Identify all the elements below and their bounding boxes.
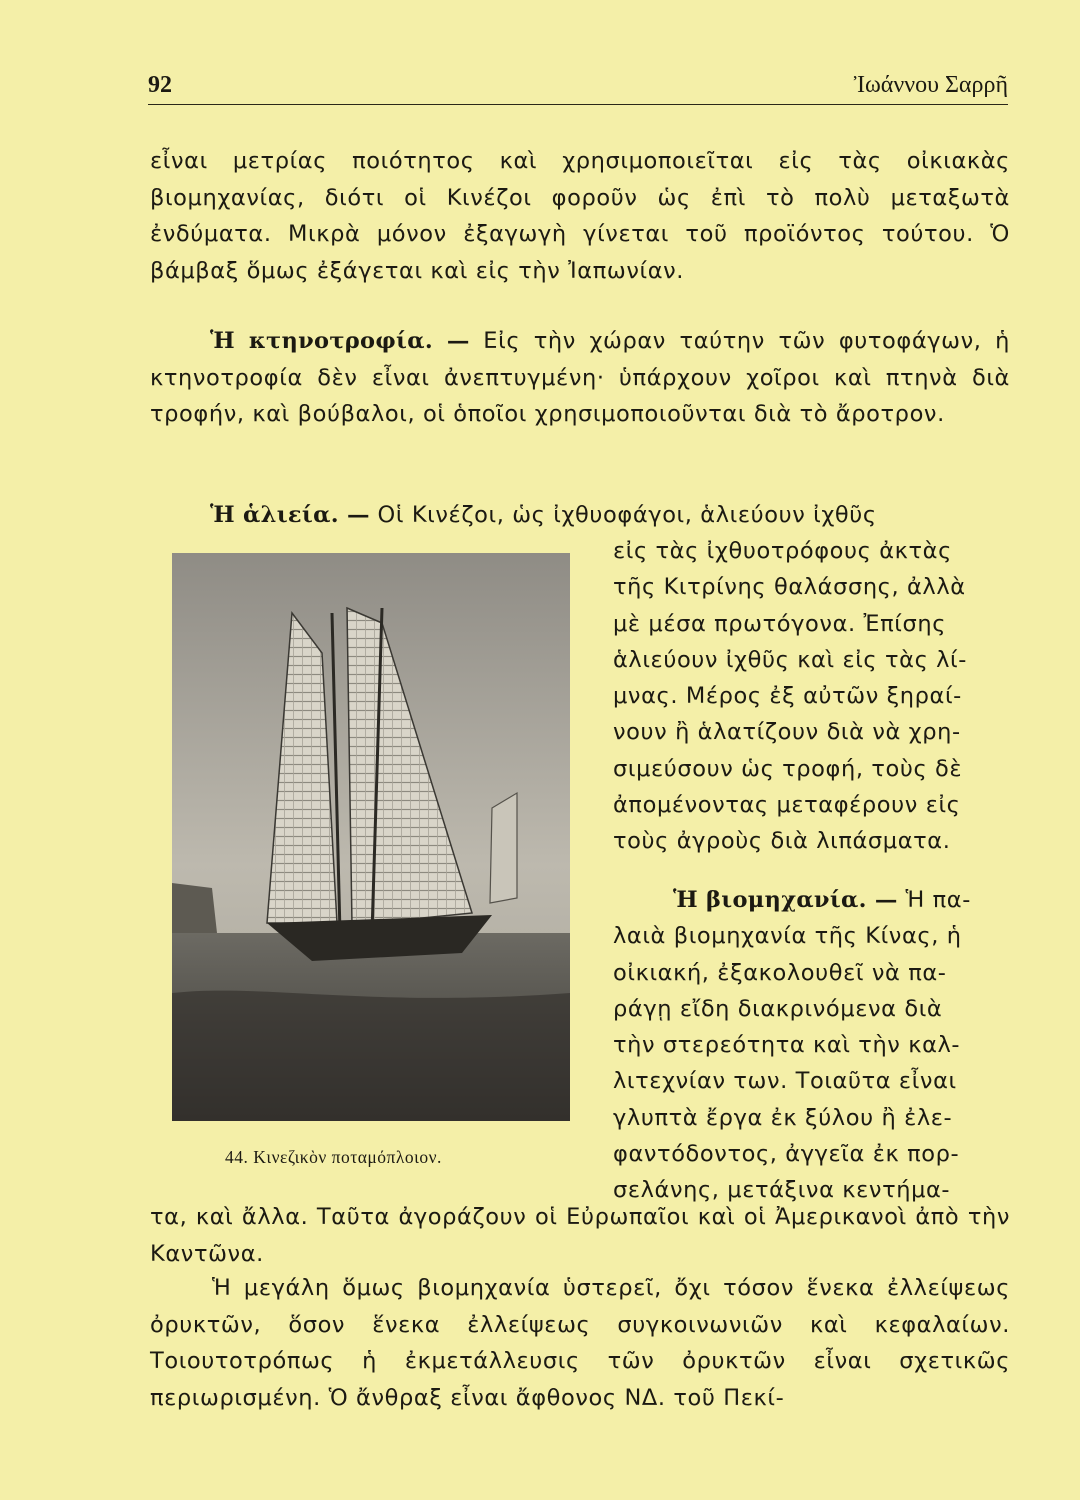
page-header [148, 70, 1008, 105]
industry-line: ράγῃ εἴδη διακρινόμενα διὰ [613, 995, 943, 1022]
river-boat-illustration [172, 553, 570, 1121]
fishing-line: μὲ μέσα πρωτόγονα. Ἐπίσης [613, 610, 946, 637]
industry-heading: Ἡ βιομηχανία. — [673, 887, 898, 913]
fishing-first-line [150, 497, 1010, 534]
industry-line: οἰκιακή, ἐξακολουθεῖ νὰ πα- [613, 959, 947, 986]
industry-line: φαντόδοντος, ἀγγεῖα ἐκ πορ- [613, 1141, 960, 1168]
industry-line: γλυπτὰ ἔργα ἐκ ξύλου ἢ ἐλε- [613, 1104, 953, 1131]
fishing-heading: Ἡ ἁλιεία. — [210, 502, 370, 528]
livestock-paragraph [150, 323, 1010, 433]
industry-line: σελάνης, μετάξινα κεντήμα- [613, 1177, 951, 1204]
industry-first-line [613, 882, 1010, 918]
fishing-line: μνας. Μέρος ἐξ αὐτῶν ξηραί- [613, 683, 962, 710]
livestock-text: Εἰς τὴν χώραν ταύτην τῶν φυτοφάγων, ἡ κτηνοτροφία δὲν εἶναι ἀνεπτυγμένη· ὑπάρχουν χοῖροι καὶ πτηνὰ διὰ τροφήν, καὶ βούβαλοι, οἱ ὁποῖοι χρησιμοποιοῦνται διὰ τὸ ἄροτρον. [150, 328, 1010, 427]
fishing-line: σιμεύσουν ὡς τροφή, τοὺς δὲ [613, 755, 963, 782]
industry-line: τὴν στερεότητα καὶ τὴν καλ- [613, 1032, 961, 1059]
industry-column [613, 882, 1010, 1209]
industry-continuation: τα, καὶ ἄλλα. Ταῦτα ἀγοράζουν οἱ Εὐρωπαῖοι καὶ οἱ Ἀμερικανοὶ ἀπὸ τὴν Καντῶνα. [150, 1204, 1010, 1267]
fishing-line: τῆς Κιτρίνης θαλάσσης, ἀλλὰ [613, 574, 966, 601]
intro-paragraph: εἶναι μετρίας ποιότητος καὶ χρησιμοποιεῖται εἰς τὰς οἰκιακὰς βιομηχανίας, διότι οἱ Κινέζοι φοροῦν ὡς ἐπὶ τὸ πολὺ μεταξωτὰ ἐνδύματα. Μικρὰ μόνον ἐξαγωγὴ γίνεται τοῦ προϊόντος τούτου. Ὁ βάμβαξ ὅμως ἐξάγεται καὶ εἰς τὴν Ἰαπωνίαν. [150, 148, 1010, 284]
fishing-line: τοὺς ἀγροὺς διὰ λιπάσματα. [613, 828, 951, 855]
fishing-line: ἁλιεύουν ἰχθῦς καὶ εἰς τὰς λί- [613, 646, 967, 673]
figure-caption: 44. Κινεζικὸν ποταμόπλοιον. [225, 1147, 442, 1167]
fishing-line: νουν ἢ ἁλατίζουν διὰ νὰ χρη- [613, 719, 961, 746]
industry-line: λιτεχνίαν των. Τοιαῦτα εἶναι [613, 1068, 957, 1095]
industry-line: λαιὰ βιομηχανία τῆς Κίνας, ἡ [613, 923, 962, 950]
fishing-first-text: Οἱ Κινέζοι, ὡς ἰχθυοφάγοι, ἁλιεύουν ἰχθῦς [377, 502, 877, 528]
heavy-industry-paragraph: Ἡ μεγάλη ὅμως βιομηχανία ὑστερεῖ, ὄχι τόσον ἕνεκα ἐλλείψεως ὀρυκτῶν, ὅσον ἕνεκα ἐλλείψεως συγκοινωνιῶν καὶ κεφαλαίων. Τοιουτοτρόπως ἡ ἐκμετάλλευσις τῶν ὀρυκτῶν εἶναι σχετικῶς περιωρισμένη. Ὁ ἄνθραξ εἶναι ἄφθονος ΝΔ. τοῦ Πεκί- [150, 1275, 1010, 1411]
page-number: 92 [148, 72, 172, 98]
fishing-line: εἰς τὰς ἰχθυοτρόφους ἀκτὰς [613, 538, 952, 564]
industry-first-text: Ἡ πα- [905, 887, 971, 913]
livestock-heading: Ἡ κτηνοτροφία. — [210, 328, 470, 354]
fishing-column [613, 533, 1010, 860]
river-boat-photo [172, 553, 570, 1121]
running-head: Ἰωάννου Σαρρῆ [853, 72, 1008, 98]
fishing-line: ἀπομένοντας μεταφέρουν εἰς [613, 792, 961, 819]
